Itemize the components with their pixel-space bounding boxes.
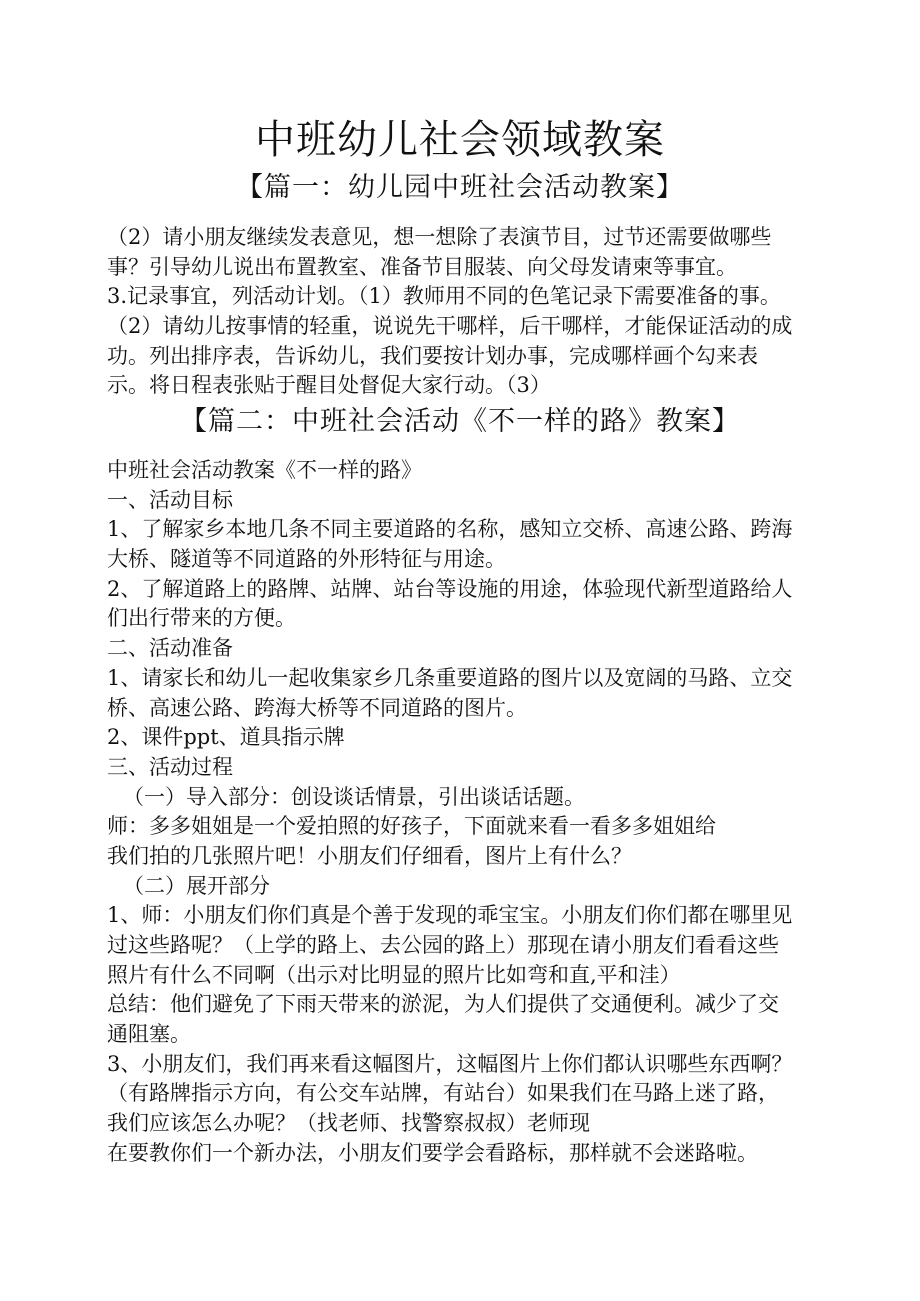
- paragraph-line: 桥、高速公路、跨海大桥等不同道路的图片。: [107, 695, 527, 720]
- paragraph-line: 照片有什么不同啊（出示对比明显的照片比如弯和直,平和洼）: [107, 962, 681, 987]
- paragraph-line: （2）请小朋友继续发表意见，想一想除了表演节目，过节还需要做哪些: [107, 225, 772, 249]
- section2-body: [107, 456, 827, 1169]
- paragraph-line: 1、请家长和幼儿一起收集家乡几条重要道路的图片以及宽阔的马路、立交: [107, 665, 793, 690]
- document-title: 中班幼儿社会领域教案: [255, 117, 665, 163]
- section2-heading: 【篇二：中班社会活动《不一样的路》教案】: [180, 406, 740, 437]
- paragraph-line: 大桥、隧道等不同道路的外形特征与用途。: [107, 547, 506, 572]
- paragraph-line: 3.记录事宜，列活动计划。（1）教师用不同的色笔记录下需要准备的事。: [107, 284, 781, 309]
- paragraph-line: 过这些路呢？（上学的路上、去公园的路上）那现在请小朋友们看看这些: [107, 933, 779, 957]
- paragraph-line: 1、了解家乡本地几条不同主要道路的名称，感知立交桥、高速公路、跨海: [107, 517, 793, 542]
- section1-body: [107, 223, 827, 401]
- paragraph-line: （有路牌指示方向，有公交车站牌，有站台）如果我们在马路上迷了路，: [107, 1081, 779, 1106]
- paragraph-line: （一）导入部分：创设谈话情景，引出谈话话题。: [123, 784, 585, 809]
- paragraph-line: 们出行带来的方便。: [107, 606, 296, 631]
- paragraph-line: 在要教你们一个新办法，小朋友们要学会看路标，那样就不会迷路啦。: [107, 1140, 758, 1165]
- paragraph-line: 1、师：小朋友们你们真是个善于发现的乖宝宝。小朋友们你们都在哪里见: [107, 903, 793, 928]
- paragraph-line: 一、活动目标: [107, 487, 233, 512]
- paragraph-line: 事？引导幼儿说出布置教室、准备节目服装、向父母发请柬等事宜。: [107, 254, 737, 279]
- paragraph-line: （二）展开部分: [123, 873, 270, 898]
- paragraph-line: 2、了解道路上的路牌、站牌、站台等设施的用途，体验现代新型道路给人: [107, 576, 793, 601]
- paragraph-line: 功。列出排序表，告诉幼儿，我们要按计划办事，完成哪样画个勾来表: [107, 343, 758, 368]
- paragraph-line: 3、小朋友们，我们再来看这幅图片，这幅图片上你们都认识哪些东西啊？: [107, 1051, 793, 1076]
- paragraph-line: 师：多多姐姐是一个爱拍照的好孩子，下面就来看一看多多姐姐给: [107, 814, 716, 839]
- paragraph-line: （2）请幼儿按事情的轻重，说说先干哪样，后干哪样，才能保证活动的成: [107, 314, 793, 339]
- paragraph-line: 2、课件ppt、道具指示牌: [107, 725, 345, 750]
- paragraph-line: 我们应该怎么办呢？（找老师、找警察叔叔）老师现: [107, 1111, 590, 1136]
- paragraph-line: 三、活动过程: [107, 754, 233, 779]
- paragraph-line: 我们拍的几张照片吧！小朋友们仔细看，图片上有什么？: [107, 843, 632, 868]
- paragraph-line: 总结：他们避免了下雨天带来的淤泥，为人们提供了交通便利。减少了交: [107, 992, 779, 1017]
- paragraph-line: 中班社会活动教案《不一样的路》: [107, 458, 422, 482]
- paragraph-line: 二、活动准备: [107, 636, 233, 661]
- paragraph-line: 通阻塞。: [107, 1022, 191, 1047]
- paragraph-line: 示。将日程表张贴于醒目处督促大家行动。（3）: [107, 373, 551, 398]
- section1-heading: 【篇一：幼儿园中班社会活动教案】: [236, 172, 684, 203]
